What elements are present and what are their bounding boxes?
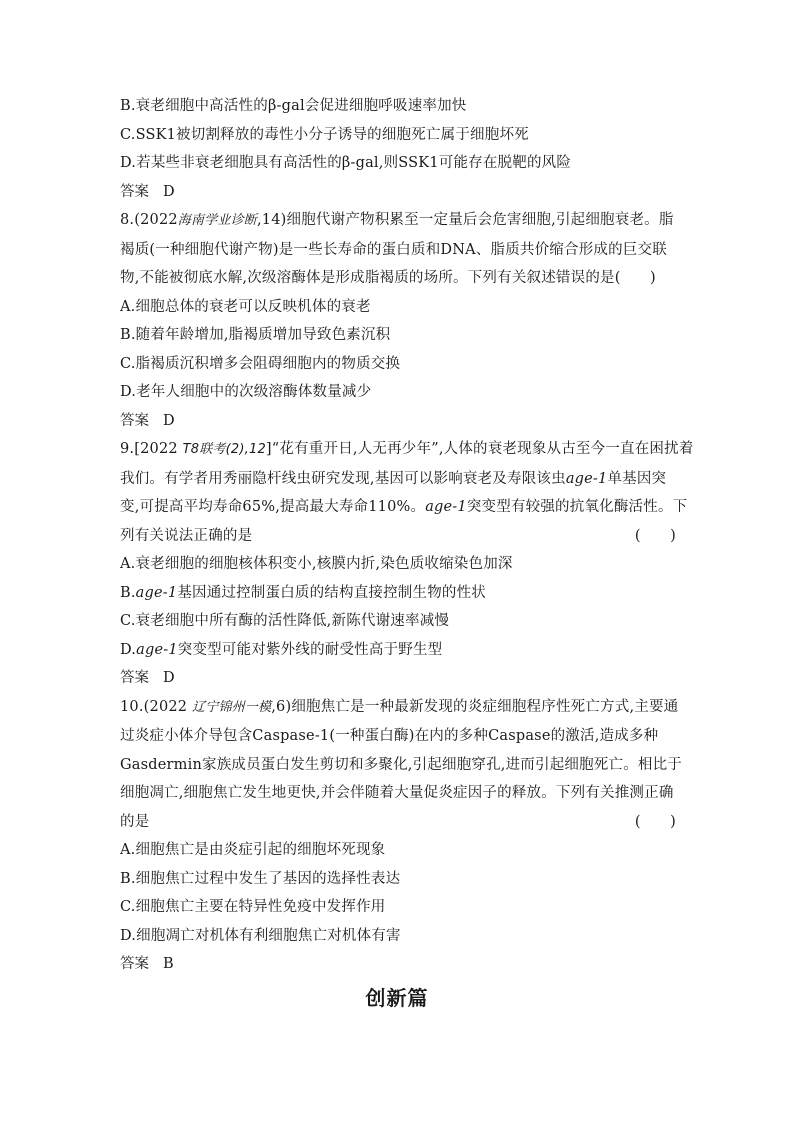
q10-stem-line-4: 细胞凋亡,细胞焦亡发生地更快,并会伴随着大量促炎症因子的释放。下列有关推测正确 — [120, 785, 674, 801]
question-10 — [120, 693, 683, 979]
answer-value: B — [163, 956, 174, 972]
q10-number: 10.( — [120, 698, 150, 715]
q10-option-a: A.细胞焦亡是由炎症引起的细胞坏死现象 — [120, 842, 386, 858]
q9-source: T8联考(2),12 — [182, 442, 266, 457]
q9-stem-line-2-tail: 单基因突 — [607, 470, 667, 487]
q8-answer — [120, 407, 680, 436]
q10-option-b: B.细胞焦亡过程中发生了基因的选择性表达 — [120, 870, 401, 887]
q10-stem-line-5-text: 的是 — [120, 813, 150, 830]
q10-stem-text: 细胞焦亡是一种最新发现的炎症细胞程序性死亡方式,主要通 — [291, 698, 679, 715]
option-prefix: B. — [120, 584, 136, 601]
q8-option-a: A.细胞总体的衰老可以反映机体的衰老 — [120, 298, 371, 315]
q10-stem-line-1 — [120, 693, 680, 723]
gene-age1: age-1 — [425, 499, 467, 515]
q8-number: 8.( — [120, 212, 141, 228]
q8-source: 海南学业诊断 — [177, 213, 257, 228]
option-text: 突变型可能对紫外线的耐受性高于野生型 — [177, 641, 443, 658]
answer-value: D — [163, 412, 175, 429]
answer-paren: ( ) — [634, 527, 676, 544]
answer-paren: ( ) — [634, 813, 676, 830]
q10-source-tail: ,6) — [271, 698, 292, 715]
q9-number: 9.[ — [120, 441, 141, 457]
q8-stem-text: 细胞代谢产物积累至一定量后会危害细胞,引起细胞衰老。脂 — [286, 212, 674, 228]
q9-year: 2022 — [140, 441, 178, 457]
q8-option-c: C.脂褐质沉积增多会阻碍细胞内的物质交换 — [120, 355, 401, 372]
q10-stem-line-5 — [120, 808, 676, 837]
q9-stem-line-4-text: 列有关说法正确的是 — [120, 527, 253, 544]
option-text: 基因通过控制蛋白质的结构直接控制生物的性状 — [177, 584, 487, 601]
option-prefix: D. — [120, 641, 137, 658]
q10-stem-line-3: Gasdermin家族成员蛋白发生剪切和多聚化,引起细胞穿孔,进而引起细胞死亡。相比于 — [120, 756, 683, 773]
q9-stem-line-1 — [120, 435, 694, 465]
q10-stem-line-2: 过炎症小体介导包含Caspase-1(一种蛋白酶)在内的多种Caspase的激活,造成多种 — [120, 728, 659, 744]
q9-answer — [120, 664, 680, 693]
q9-stem-line-3-text: 变,可提高平均寿命65%,提高最大寿命110%。 — [120, 499, 426, 515]
gene-age1: age-1 — [565, 470, 608, 487]
answer-label: 答案 — [120, 956, 149, 972]
answer-label: 答案 — [120, 670, 149, 686]
gene-age1: age-1 — [136, 641, 178, 658]
q9-option-b — [120, 579, 680, 608]
q10-answer — [120, 950, 680, 979]
q9-option-a: A.衰老细胞的细胞核体积变小,核膜内折,染色质收缩染色加深 — [120, 556, 513, 572]
q7-option-c: C.SSK1被切割释放的毒性小分子诱导的细胞死亡属于细胞坏死 — [120, 126, 529, 143]
q10-option-c: C.细胞焦亡主要在特异性免疫中发挥作用 — [120, 899, 386, 915]
q9-stem-line-3-tail: 突变型有较强的抗氧化酶活性。下 — [466, 499, 688, 515]
q8-year: 2022 — [140, 212, 178, 228]
section-title: 创新篇 — [365, 986, 429, 1010]
q9-stem-line-4 — [120, 522, 676, 551]
answer-label: 答案 — [120, 183, 149, 200]
document-page — [120, 92, 694, 979]
q9-stem-line-3 — [120, 493, 688, 522]
q9-stem-line-2-text: 我们。有学者用秀丽隐杆线虫研究发现,基因可以影响衰老及寿限该虫 — [120, 470, 566, 487]
q7-answer — [120, 178, 680, 207]
q7-option-b: B.衰老细胞中高活性的β-gal会促进细胞呼吸速率加快 — [120, 98, 467, 114]
question-9 — [120, 435, 694, 693]
question-8 — [120, 206, 680, 435]
q10-source: 辽宁锦州一模 — [192, 699, 272, 715]
q9-stem-text: ]“花有重开日,人无再少年”,人体的衰老现象从古至今一直在困扰着 — [265, 441, 694, 457]
q8-stem-line-1 — [120, 206, 680, 236]
q8-option-b: B.随着年龄增加,脂褐质增加导致色素沉积 — [120, 327, 391, 343]
q8-stem-line-2: 褐质(一种细胞代谢产物)是一些长寿命的蛋白质和DNA、脂质共价缩合形成的巨交联 — [120, 241, 667, 258]
gene-age1: age-1 — [135, 584, 178, 601]
q8-source-tail: ,14) — [257, 212, 287, 228]
answer-value: D — [163, 670, 175, 686]
q9-stem-line-2 — [120, 465, 680, 494]
q10-option-d: D.细胞凋亡对机体有利细胞焦亡对机体有害 — [120, 927, 401, 944]
answer-label: 答案 — [120, 412, 149, 429]
answer-value: D — [163, 183, 175, 200]
q9-option-c: C.衰老细胞中所有酶的活性降低,新陈代谢速率减慢 — [120, 613, 450, 629]
q8-stem-line-3: 物,不能被彻底水解,次级溶酶体是形成脂褐质的场所。下列有关叙述错误的是( ) — [120, 270, 656, 286]
q10-year: 2022 — [149, 698, 188, 715]
question-7-options — [120, 92, 680, 206]
q8-option-d: D.老年人细胞中的次级溶酶体数量减少 — [120, 384, 372, 400]
q9-option-d — [120, 636, 680, 665]
q7-option-d: D.若某些非衰老细胞具有高活性的β-gal,则SSK1可能存在脱靶的风险 — [120, 155, 572, 171]
